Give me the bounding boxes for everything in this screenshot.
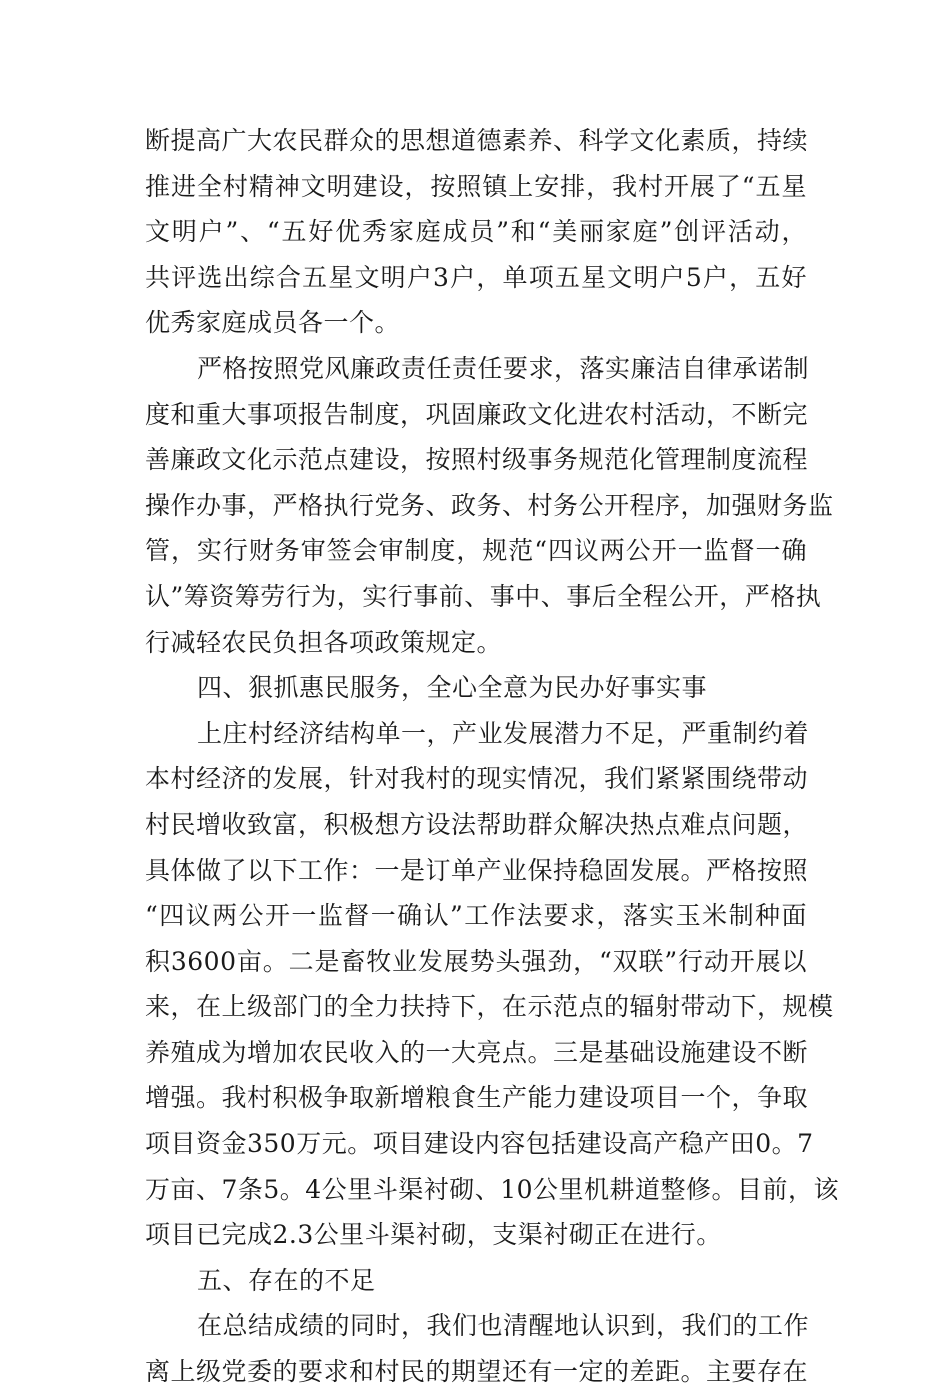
paragraph-line: 村民增收致富，积极想方设法帮助群众解决热点难点问题， bbox=[145, 809, 809, 839]
paragraph-line: 离上级党委的要求和村民的期望还有一定的差距。主要存在 bbox=[145, 1357, 809, 1387]
paragraph-line: 度和重大事项报告制度，巩固廉政文化进农村活动，不断完 bbox=[145, 399, 809, 429]
paragraph-line: 具体做了以下工作：一是订单产业保持稳固发展。严格按照 bbox=[145, 855, 809, 885]
paragraph-line: 严格按照党风廉政责任责任要求，落实廉洁自律承诺制 bbox=[197, 353, 810, 383]
paragraph-line: 本村经济的发展，针对我村的现实情况，我们紧紧围绕带动 bbox=[145, 764, 809, 794]
paragraph-line: 共评选出综合五星文明户3户，单项五星文明户5户，五好 bbox=[145, 262, 807, 292]
paragraph-line: 项目已完成2.3公里斗渠衬砌，支渠衬砌正在进行。 bbox=[145, 1220, 722, 1250]
paragraph-line: 操作办事，严格执行党务、政务、村务公开程序，加强财务监 bbox=[145, 490, 834, 520]
paragraph-line: 推进全村精神文明建设，按照镇上安排，我村开展了“五星 bbox=[145, 171, 807, 201]
section-heading: 五、存在的不足 bbox=[197, 1265, 376, 1295]
paragraph-line: 增强。我村积极争取新增粮食生产能力建设项目一个，争取 bbox=[145, 1083, 809, 1113]
paragraph-line: 养殖成为增加农民收入的一大亮点。三是基础设施建设不断 bbox=[145, 1037, 809, 1067]
paragraph-line: 认”筹资筹劳行为，实行事前、事中、事后全程公开，严格执 bbox=[145, 581, 822, 611]
section-heading: 四、狠抓惠民服务，全心全意为民办好事实事 bbox=[197, 673, 708, 703]
paragraph-line: 优秀家庭成员各一个。 bbox=[145, 308, 401, 338]
paragraph-line: “四议两公开一监督一确认”工作法要求，落实玉米制种面 bbox=[145, 901, 807, 931]
paragraph-line: 来，在上级部门的全力扶持下，在示范点的辐射带动下，规模 bbox=[145, 992, 834, 1022]
paragraph-line: 断提高广大农民群众的思想道德素养、科学文化素质，持续 bbox=[145, 126, 809, 155]
document-body bbox=[145, 118, 840, 1395]
paragraph-line: 管，实行财务审签会审制度，规范“四议两公开一监督一确 bbox=[145, 536, 807, 566]
paragraph-line: 上庄村经济结构单一，产业发展潜力不足，严重制约着 bbox=[197, 718, 810, 748]
paragraph-line: 万亩、7条5。4公里斗渠衬砌、10公里机耕道整修。目前，该 bbox=[145, 1174, 840, 1204]
paragraph-line: 文明户”、“五好优秀家庭成员”和“美丽家庭”创评活动， bbox=[145, 217, 807, 247]
paragraph-line: 善廉政文化示范点建设，按照村级事务规范化管理制度流程 bbox=[145, 445, 809, 475]
paragraph-line: 行减轻农民负担各项政策规定。 bbox=[145, 627, 503, 657]
paragraph-line: 在总结成绩的同时，我们也清醒地认识到，我们的工作 bbox=[197, 1311, 810, 1341]
paragraph-line: 项目资金350万元。项目建设内容包括建设高产稳产田0。7 bbox=[145, 1129, 814, 1159]
paragraph-line: 积3600亩。二是畜牧业发展势头强劲，“双联”行动开展以 bbox=[145, 946, 807, 976]
